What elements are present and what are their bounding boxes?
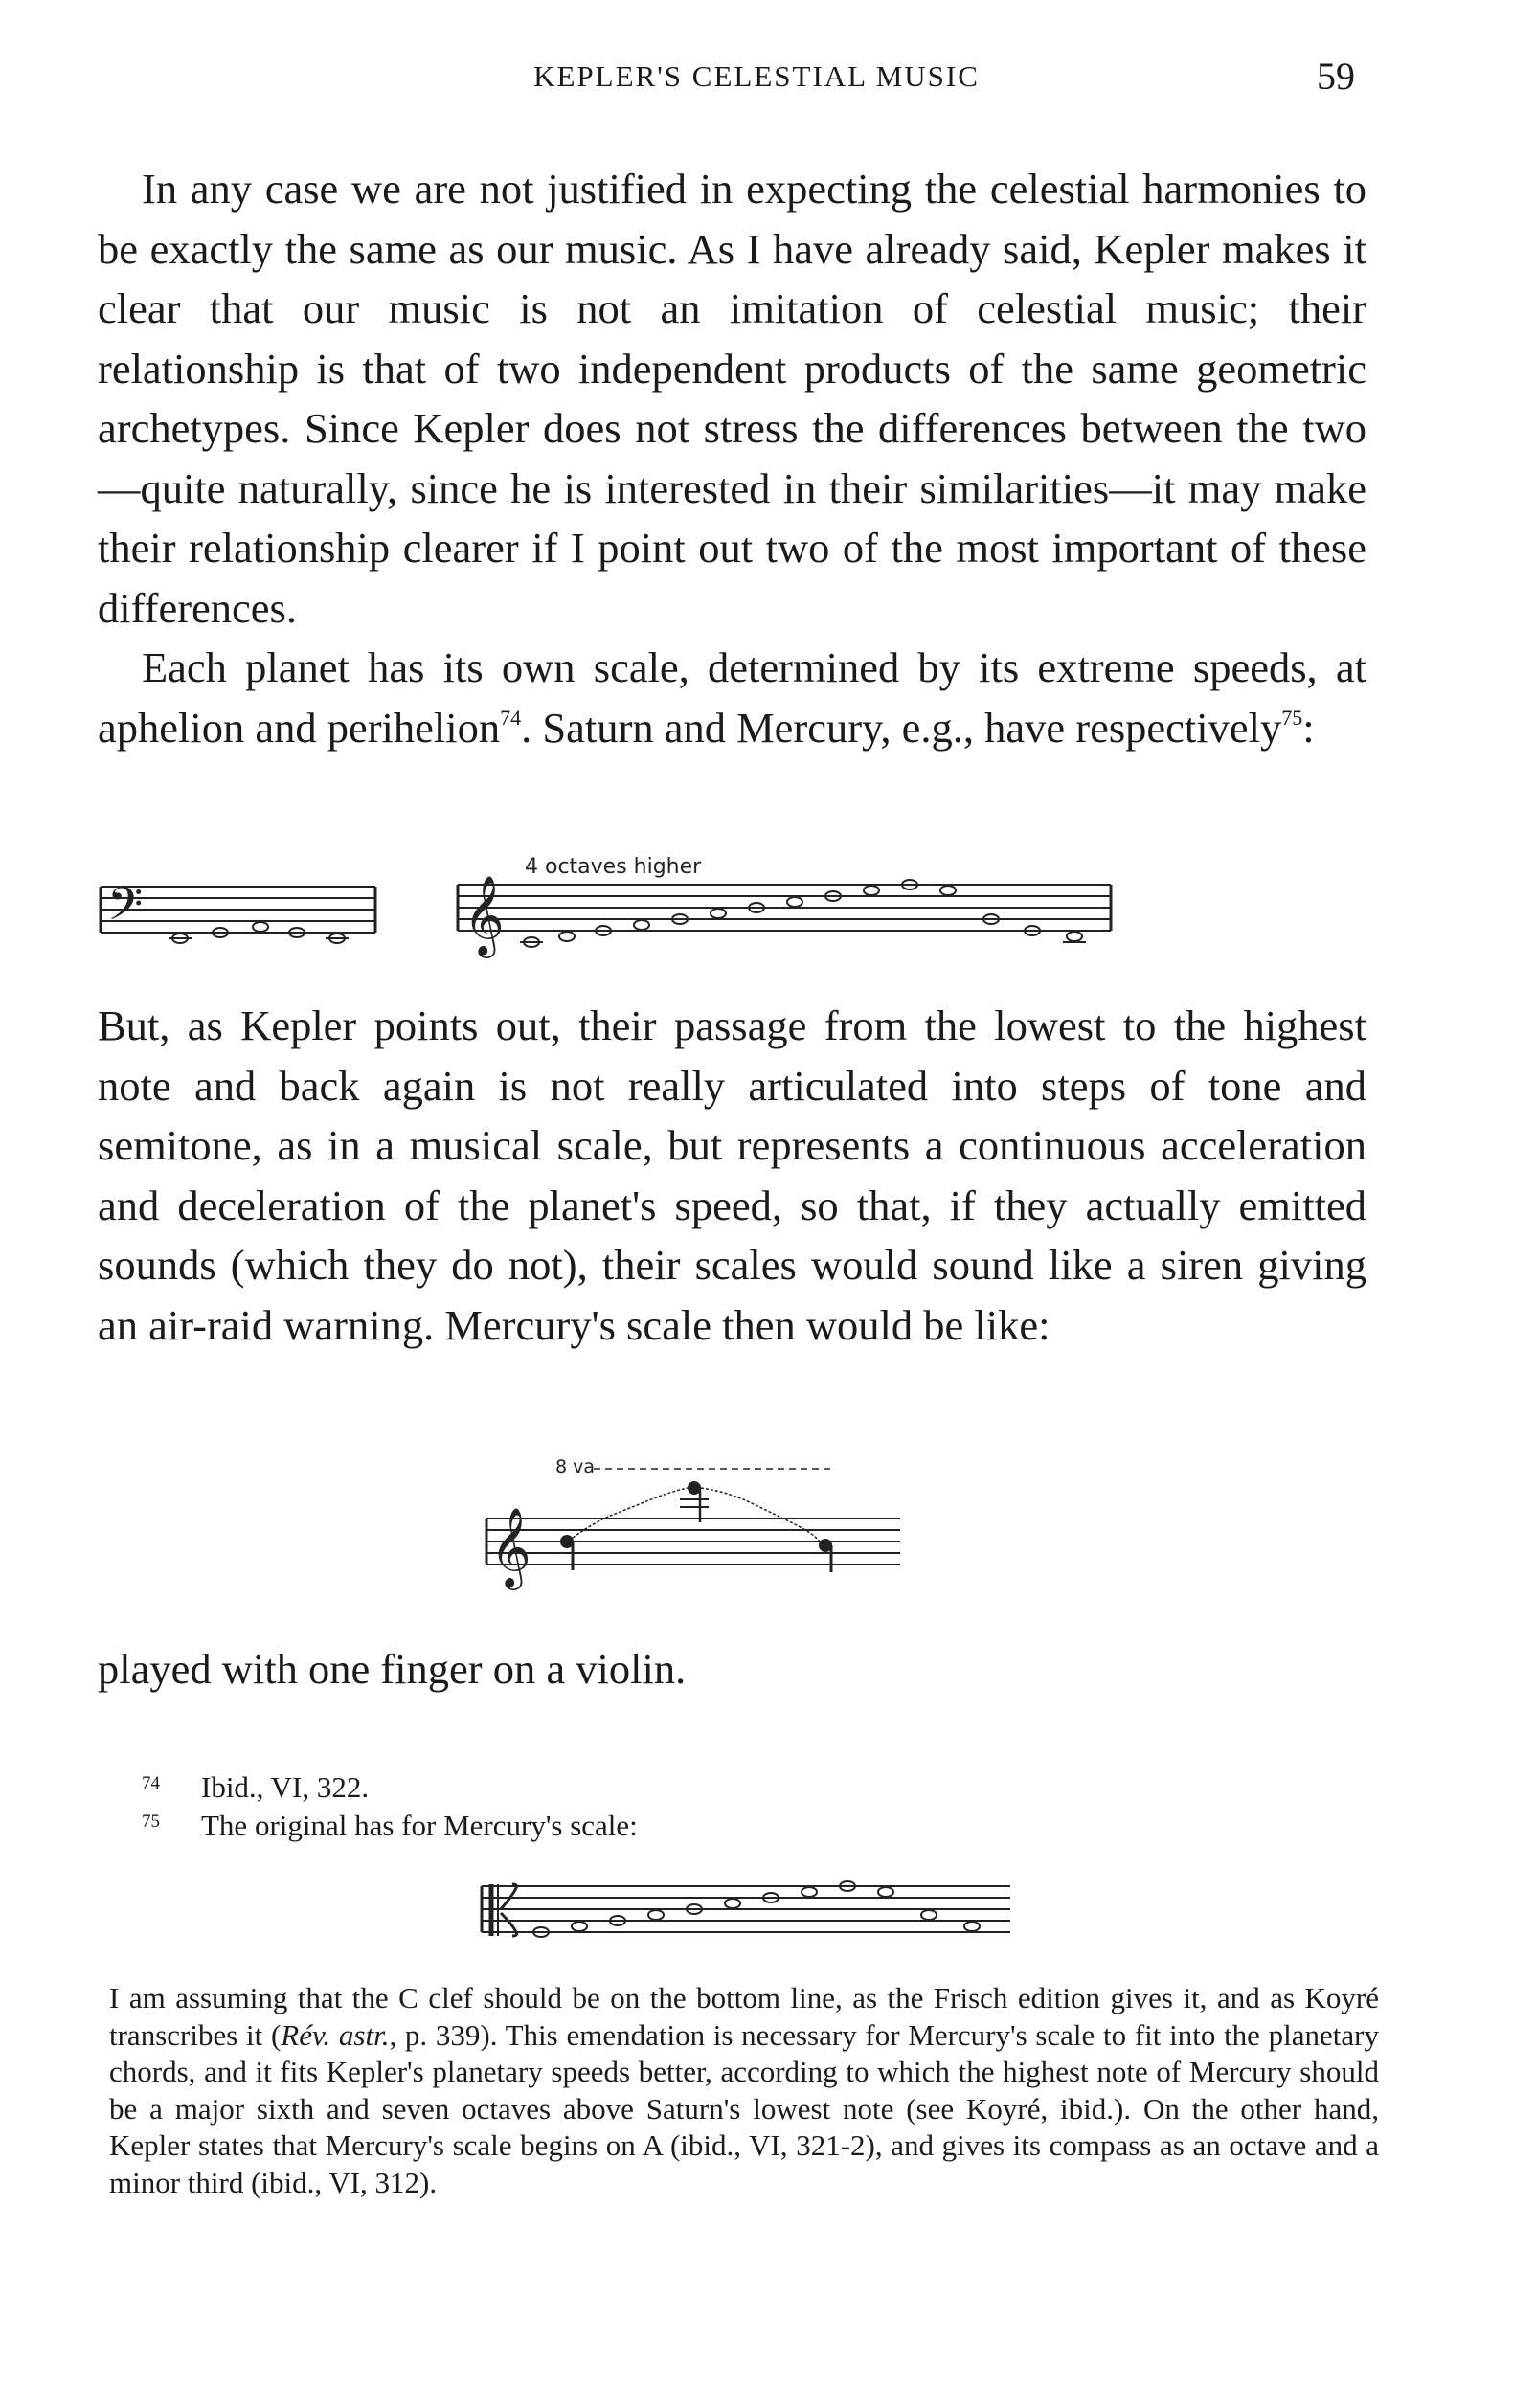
paragraph-2-text-c: :	[1302, 703, 1315, 752]
c-clef-staff	[482, 1886, 1010, 1932]
siren-figure-svg	[479, 1446, 919, 1609]
treble-clef-icon: 𝄞	[490, 1506, 531, 1587]
footnote-mark: 74	[142, 1773, 160, 1793]
treble-clef-icon: 𝄞	[463, 874, 505, 955]
paragraph-4: played with one finger on a violin.	[98, 1645, 687, 1693]
octave-mark-label: 8 va	[555, 1456, 596, 1477]
c-clef-figure	[474, 1867, 1020, 1953]
note-text-2: , p. 339). This emendation is necessary for Mercury's scale to fit into the planetary chords, and it fits Kepler's planetary speeds better, according to which the highest note of Mercury should be a major sixth and seven octaves above Saturn's lowest note (see Koyré, ibid.). On the other hand, Kepler states that Mercury's scale begins on A (ibid., VI, 321-2), and gives its compass as an octave and a minor third (ibid., VI, 312).	[109, 2017, 1379, 2199]
running-title: KEPLER'S CELESTIAL MUSIC	[533, 59, 980, 93]
scale-figure	[96, 843, 1149, 967]
c-clef-figure-svg	[474, 1867, 1020, 1953]
paragraph-3: But, as Kepler points out, their passage from the lowest to the highest note and back again is not really articulated into steps of tone and semitone, as in a musical scale, but represents a continuous acceleration and deceleration of the planet's speed, so that, if they actually emitted sounds (which they do not), their scales would sound like a siren giving an air-raid warning. Mercury's scale then would be like:	[98, 1001, 1366, 1349]
bass-clef-icon: 𝄢	[107, 877, 144, 942]
paragraph-2-text-a: Each planet has its own scale, determined by its extreme speeds, at aphelion and perihelion	[98, 643, 1366, 752]
page-number: 59	[1317, 55, 1355, 98]
siren-staff	[486, 1519, 900, 1564]
paragraph-2	[98, 638, 1366, 757]
footnote-text: Ibid., VI, 322.	[201, 1770, 370, 1804]
mercury-staff	[458, 885, 1111, 931]
footnote-ref-74: 74	[500, 705, 522, 730]
note-citation-italic: Rév. astr.	[281, 2017, 390, 2052]
siren-notes	[561, 1482, 831, 1572]
paragraph-1: In any case we are not justified in expecting the celestial harmonies to be exactly the same as our music. As I have already said, Kepler makes it clear that our music is not an imitation of celestial music; their relationship is that of two independent products of the same geometric archetypes. Since Kepler does not stress the differences between the two—quite naturally, since he is interested in their similarities—it may make their relationship clearer if I point out two of the most important of these differences.	[98, 165, 1366, 632]
glissando-down	[701, 1488, 820, 1542]
scale-figure-svg	[96, 843, 1149, 967]
note-text-1: I am assuming that the C clef should be on the bottom line, as the Frisch edition gives it, and as Koyré transcribes it (	[109, 1981, 1379, 2052]
footnote-mark: 75	[142, 1812, 160, 1832]
siren-figure	[479, 1446, 919, 1609]
footnote-text: The original has for Mercury's scale:	[201, 1809, 638, 1842]
footnote-ref-75: 75	[1281, 705, 1303, 730]
paragraph-2-text-b: . Saturn and Mercury, e.g., have respectively	[521, 703, 1282, 752]
scale-figure-label: 4 octaves higher	[525, 855, 702, 879]
mercury-notes	[520, 880, 1086, 947]
footnote-continuation	[109, 1980, 1379, 2201]
